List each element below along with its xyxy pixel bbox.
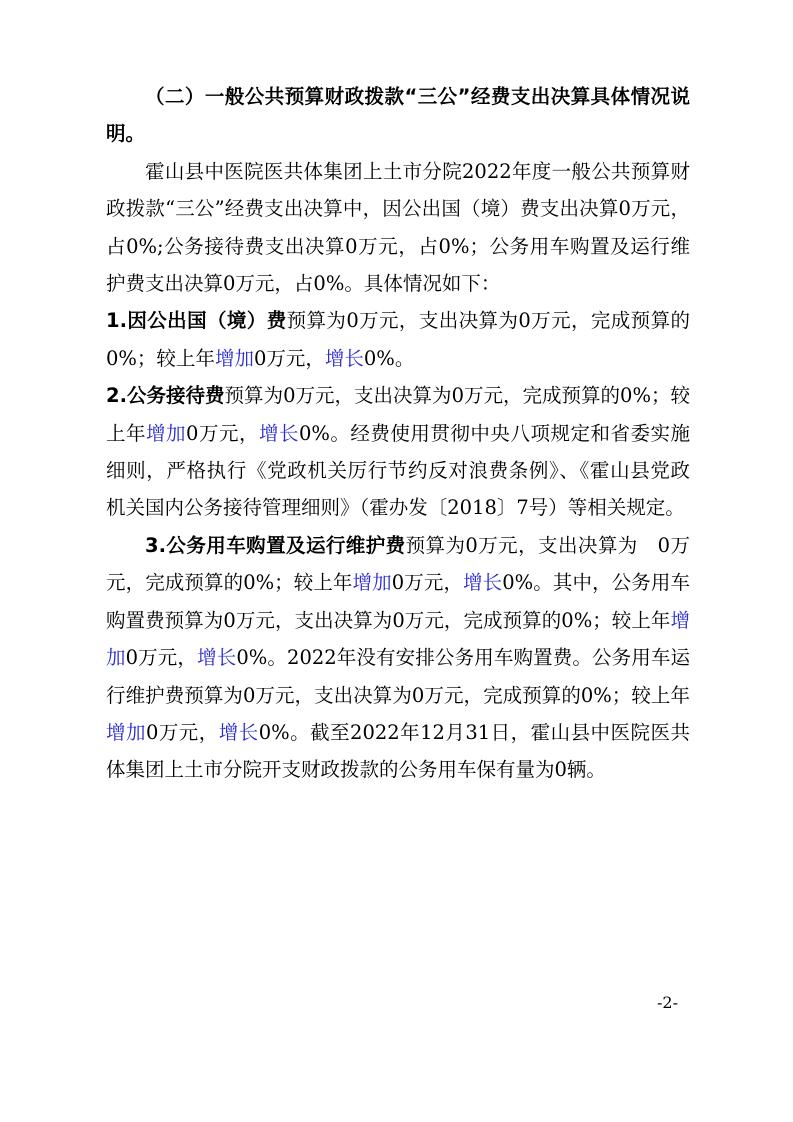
item-3-growth-link-1: 增长 <box>463 571 503 595</box>
item-3-text-e: 0%。2022年没有安排公务用车购置费。公务用车运行维护费预算为0万元，支出决算为0万元，完成预算的0%；较上年 <box>106 646 690 707</box>
item-2-increase-link: 增加 <box>146 421 187 445</box>
item-3-increase-link-1: 增加 <box>352 571 392 595</box>
item-1-paragraph <box>106 302 690 377</box>
document-body <box>106 78 690 789</box>
item-1-text-c: 0%。 <box>363 346 415 370</box>
item-3-growth-link-2: 增长 <box>197 646 237 670</box>
item-3-text-g: 0%。截至2022年12月31日，霍山县中医院医共体集团上土市分院开支财政拨款的公务用车保有量为0辆。 <box>106 720 690 782</box>
intro-text: 霍山县中医院医共体集团上土市分院2022年度一般公共预算财政拨款“三公”经费支出决算中，因公出国（境）费支出决算0万元，占0%;公务接待费支出决算0万元，占0%；公务用车购置及运行维护费支出决算0万元，占0%。具体情况如下： <box>106 159 690 296</box>
item-3-increase-link-2: 增加 <box>106 608 690 670</box>
item-2-text-a: 预算为0万元，支出决算为0万元，完成预算的0%；较上年 <box>106 384 691 445</box>
section-heading <box>106 78 690 153</box>
item-3-increase-link-3: 增加 <box>106 720 146 744</box>
item-1-title: 1.因公出国（境）费 <box>106 309 287 333</box>
item-3-text-f: 0万元， <box>145 720 219 744</box>
item-1-text-b: 0万元， <box>253 346 325 370</box>
item-1-growth-link: 增长 <box>324 346 364 370</box>
section-heading-text: （二）一般公共预算财政拨款“三公”经费支出决算具体情况说明。 <box>106 85 690 146</box>
page-number: -2- <box>657 993 678 1012</box>
item-3-text-a: 预算为0万元，支出决算为 0万元，完成预算的0%；较上年 <box>106 533 690 595</box>
item-3-text-b: 0万元， <box>391 571 464 595</box>
item-2-title: 2.公务接待费 <box>106 384 225 408</box>
item-1-text-a: 预算为0万元，支出决算为0万元，完成预算的0%；较上年 <box>106 309 690 370</box>
item-3-title: 3.公务用车购置及运行维护费 <box>145 533 406 557</box>
item-2-text-b: 0万元， <box>186 421 259 445</box>
intro-paragraph <box>106 153 690 303</box>
item-2-growth-link: 增长 <box>258 421 299 445</box>
item-3-text-c: 0%。其中，公务用车购置费预算为0万元，支出决算为0万元，完成预算的0%；较上年 <box>106 571 690 632</box>
item-3-growth-link-3: 增长 <box>218 720 259 744</box>
item-1-increase-link: 增加 <box>214 346 254 370</box>
item-3-text-d: 0万元， <box>125 646 198 670</box>
item-2-paragraph <box>106 377 690 527</box>
item-2-text-c: 0%。经费使用贯彻中央八项规定和省委实施细则，严格执行《党政机关厉行节约反对浪费条例》、《霍山县党政机关国内公务接待管理细则》（霍办发〔2018〕7号）等相关规定。 <box>106 421 690 520</box>
item-3-paragraph <box>106 527 690 789</box>
